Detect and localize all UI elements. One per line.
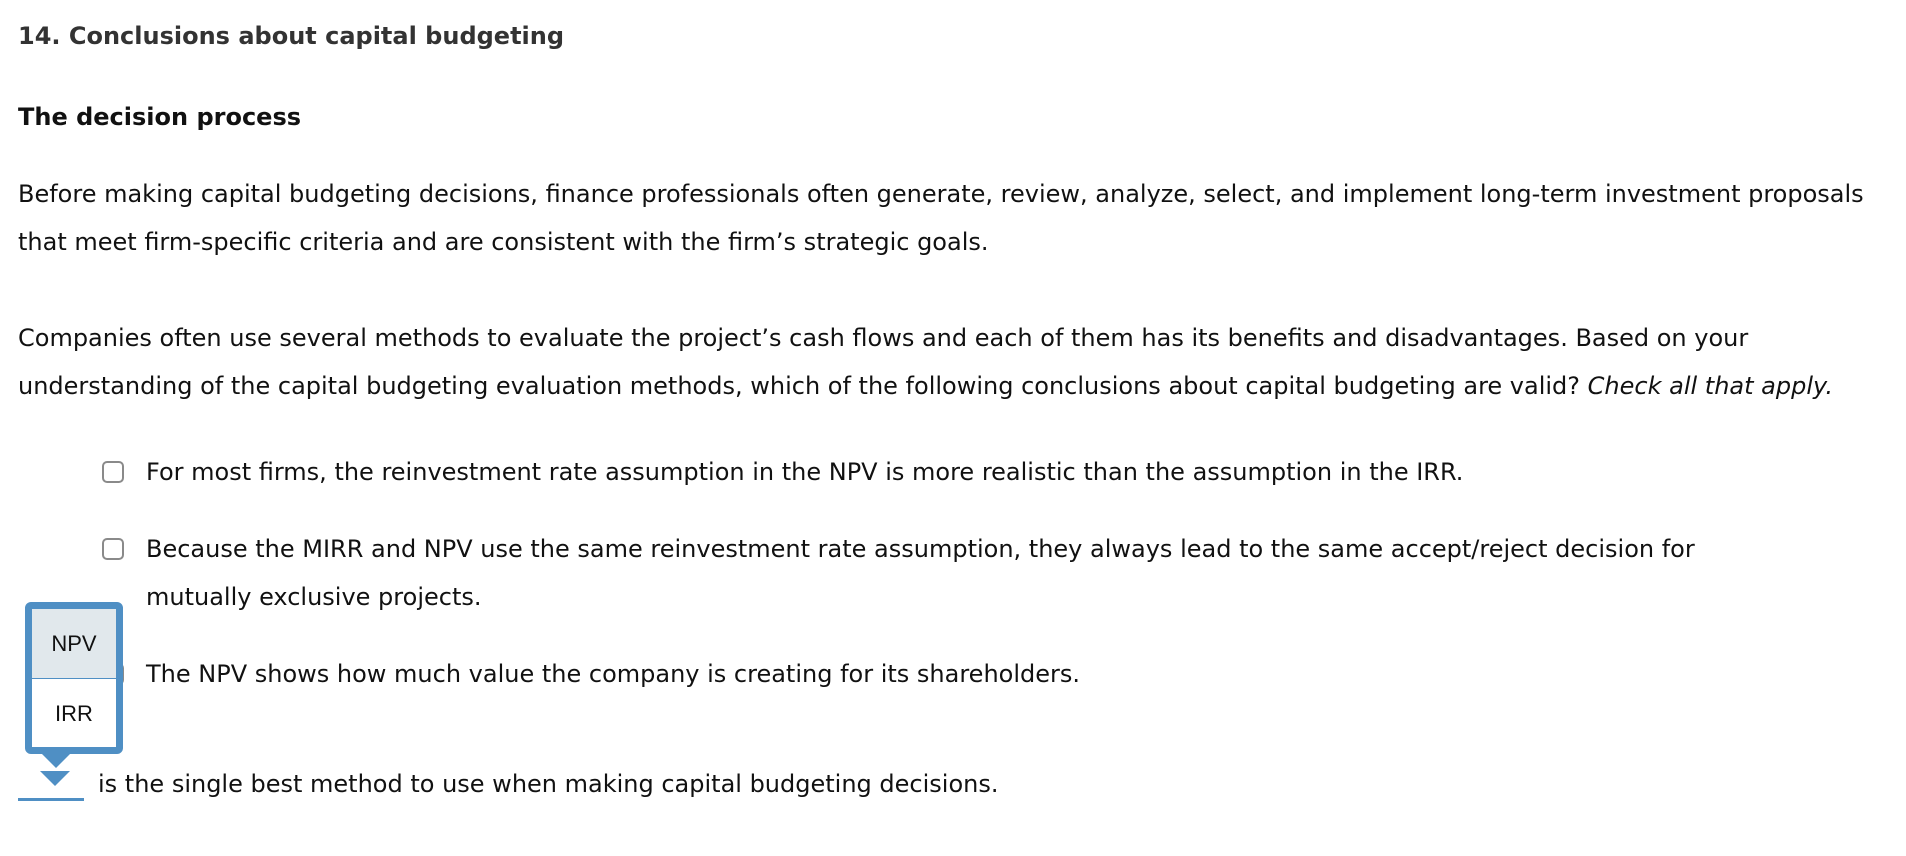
question-text: Companies often use several methods to evaluate the project’s cash flows and each of them has its benefits and disadvantages. Based on your understanding of the capital budgeting evaluation methods, which of the following conclusions about capital budgeting are valid?	[18, 324, 1749, 400]
option-label[interactable]: The NPV shows how much value the company is creating for its shareholders.	[146, 660, 1081, 688]
instruction-text: Check all that apply.	[1587, 372, 1833, 400]
answer-option[interactable]	[102, 650, 1726, 698]
intro-paragraph: Before making capital budgeting decisions, finance professionals often generate, review, analyze, select, and implement long-term investment proposals that meet firm-specific criteria and are consistent with the firm’s strategic goals.	[18, 180, 1864, 256]
popup-pointer-icon	[40, 752, 72, 768]
answer-option[interactable]	[102, 525, 1726, 621]
question-paragraph	[18, 314, 1898, 410]
dropdown-popup	[25, 602, 123, 754]
option-label[interactable]: For most firms, the reinvestment rate assumption in the NPV is more realistic than the assumption in the IRR.	[146, 458, 1464, 486]
option-checkbox[interactable]	[102, 538, 124, 560]
popup-option-npv[interactable]: NPV	[32, 609, 116, 679]
chevron-down-icon[interactable]	[40, 771, 70, 786]
dropdown-statement-text: is the single best method to use when making capital budgeting decisions.	[98, 770, 999, 798]
answer-option[interactable]	[102, 448, 1726, 496]
method-dropdown[interactable]	[18, 767, 84, 801]
dropdown-statement	[18, 760, 998, 808]
question-title: 14. Conclusions about capital budgeting	[18, 22, 565, 50]
popup-option-irr[interactable]: IRR	[55, 700, 93, 726]
section-title: The decision process	[18, 103, 302, 131]
option-checkbox[interactable]	[102, 461, 124, 483]
option-label[interactable]: Because the MIRR and NPV use the same reinvestment rate assumption, they always lead to the same accept/reject decision for mutually exclusive projects.	[146, 535, 1695, 611]
